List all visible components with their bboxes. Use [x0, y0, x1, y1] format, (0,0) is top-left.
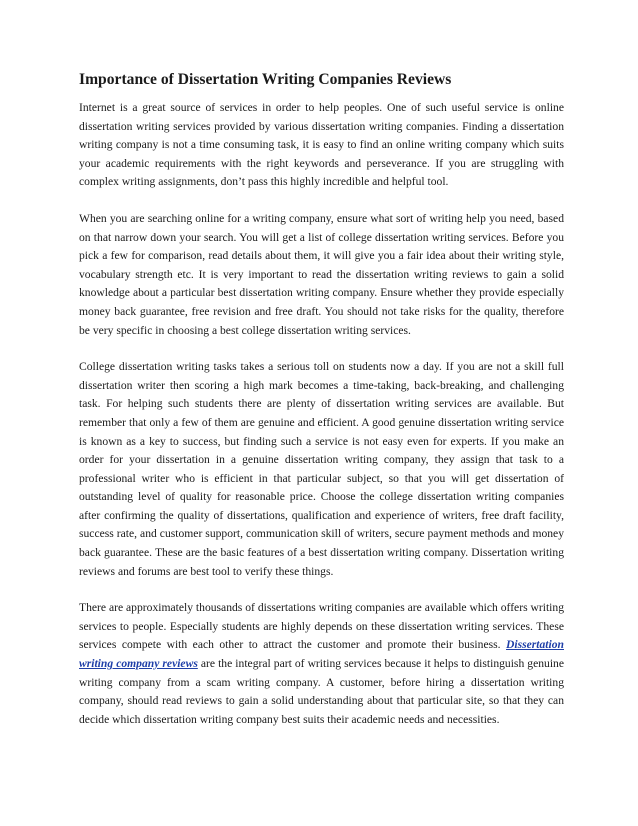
dissertation-reviews-link[interactable]: Dissertation writing company reviews	[79, 638, 564, 671]
paragraph-3: College dissertation writing tasks takes a serious toll on students now a day. If you are not a skill full dissertation writer then scoring a high mark becomes a time-taking, back-breaking, and challenging task. For helping such students there are plenty of dissertation writing services are available. But remember that only a few of them are genuine and efficient. A good genuine dissertation writing service is known as a key to success, but finding such a service is not easy even for experts. If you make an order for your dissertation in a genuine dissertation writing company, they assign that task to a professional writer who is efficient in that particular subject, so that you will get dissertation of outstanding level of quality for reasonable price. Choose the college dissertation writing companies after confirming the quality of dissertations, qualification and experience of writers, free draft facility, success rate, and customer support, communication skill of writers, secure payment methods and money back guarantee. These are the basic features of a best dissertation writing company. Dissertation writing reviews and forums are best tool to verify these things.	[79, 360, 564, 578]
paragraph-4-text-before: There are approximately thousands of dissertations writing companies are available which offers writing services to people. Especially students are highly depends on these dissertation writing services. These services compete with each other to attract the customer and promote their business.	[79, 601, 564, 652]
paragraph-2: When you are searching online for a writing company, ensure what sort of writing help you need, based on that narrow down your search. You will get a list of college dissertation writing services. Before you pick a few for comparison, read details about them, it will give you a fair idea about their writing style, vocabulary strength etc. It is very important to read the dissertation writing reviews to gain a solid knowledge about a particular best dissertation writing company. Ensure whether they provide especially money back guarantee, free revision and free draft. You should not take risks for the quality, therefore be very specific in choosing a best college dissertation writing services.	[79, 211, 564, 337]
paragraph-4	[79, 599, 564, 729]
document-page	[79, 70, 564, 729]
document-title: Importance of Dissertation Writing Companies Reviews	[79, 71, 452, 88]
paragraph-4-text-after: are the integral part of writing services because it helps to distinguish genuine writing company from a scam writing company. A customer, before hiring a dissertation writing company, should read reviews to gain a solid understanding about that particular site, so that they can decide which dissertation writing company best suits their academic needs and necessities.	[79, 657, 564, 726]
paragraph-1: Internet is a great source of services in order to help peoples. One of such useful service is online dissertation writing services provided by various dissertation writing companies. Finding a dissertation writing company is not a time consuming task, it is easy to find an online writing company which suits your academic requirements with the right keywords and perseverance. If you are struggling with complex writing assignments, don’t pass this highly incredible and helpful tool.	[79, 101, 564, 189]
